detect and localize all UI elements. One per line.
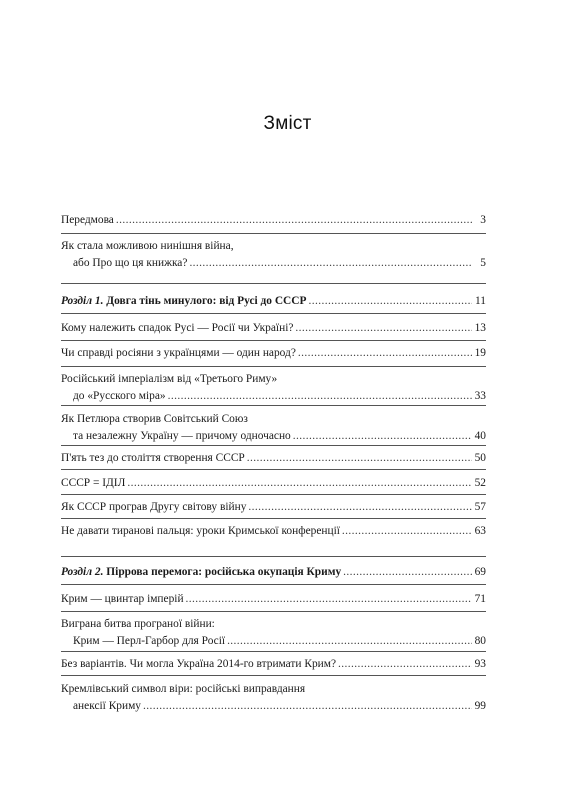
- toc-page-number: 80: [474, 635, 486, 647]
- divider: [61, 651, 486, 652]
- toc-page-number: 3: [480, 214, 486, 226]
- toc-section-entry: [61, 564, 486, 581]
- toc-page-number: 52: [474, 477, 486, 489]
- toc-entry-title: Без варіантів. Чи могла Україна 2014-го втримати Крим?: [61, 658, 337, 670]
- section-divider: [61, 556, 486, 557]
- divider: [61, 584, 486, 585]
- divider: [61, 233, 486, 234]
- toc-entry: [61, 450, 486, 467]
- leader-dots: [116, 212, 472, 229]
- divider: [61, 366, 486, 367]
- toc-entry-title: Як СССР програв Другу світову війну: [61, 501, 247, 513]
- toc-entry-title: Крим — цвинтар імперій: [61, 593, 184, 605]
- toc-entry-title-continued: Крим — Перл-Гарбор для Росії: [73, 635, 226, 647]
- toc-entry-title: Чи справді росіяни з українцями — один народ?: [61, 347, 296, 359]
- toc-page-number: 93: [474, 658, 486, 670]
- toc-entry: [61, 371, 486, 405]
- divider: [61, 405, 486, 406]
- toc-page-number: 69: [474, 566, 486, 578]
- toc-entry-title: Як стала можливою нинішня війна,: [61, 240, 234, 252]
- toc-entry: [61, 523, 486, 540]
- toc-entry-title: Як Петлюра створив Совітський Союз: [61, 413, 248, 425]
- leader-dots: [247, 450, 472, 467]
- toc-entry-title: Виграна битва програної війни:: [61, 618, 215, 630]
- section-title: Піррова перемога: російська окупація Криму: [106, 566, 342, 578]
- toc-entry-title: Не давати тиранові пальця: уроки Кримської конференції: [61, 525, 340, 537]
- toc-page-number: 57: [474, 501, 486, 513]
- leader-dots: [127, 475, 472, 492]
- toc-section-entry: [61, 293, 486, 310]
- toc-page-number: 11: [475, 295, 486, 307]
- toc-page-number: 63: [474, 525, 486, 537]
- toc-entry: [61, 656, 486, 673]
- toc-entry-title: Кому належить спадок Русі — Росії чи Україні?: [61, 322, 294, 334]
- toc-entry: [61, 681, 486, 715]
- leader-dots: [143, 698, 472, 715]
- toc-page-number: 50: [474, 452, 486, 464]
- toc-entry: [61, 212, 486, 229]
- leader-dots: [342, 523, 472, 540]
- leader-dots: [295, 320, 472, 337]
- divider: [61, 469, 486, 470]
- divider: [61, 494, 486, 495]
- leader-dots: [343, 564, 472, 581]
- section-divider: [61, 283, 486, 284]
- toc-page-number: 99: [474, 700, 486, 712]
- toc-entry: [61, 499, 486, 516]
- toc-entry: [61, 238, 486, 272]
- toc-entry: [61, 320, 486, 337]
- toc-entry-title-continued: анексії Криму: [73, 700, 141, 712]
- toc-entry: [61, 475, 486, 492]
- toc-entry-title-continued: до «Русского міра»: [73, 390, 166, 402]
- leader-dots: [248, 499, 472, 516]
- leader-dots: [168, 388, 472, 405]
- toc-entry-title: Російський імперіалізм від «Третього Риму»: [61, 373, 278, 385]
- page-title: Зміст: [263, 113, 312, 134]
- toc-entry-title: СССР = ІДІЛ: [61, 477, 126, 489]
- leader-dots: [298, 345, 472, 362]
- divider: [61, 611, 486, 612]
- toc-entry-title: Кремлівський символ віри: російські виправдання: [61, 683, 306, 695]
- toc-entry-title: П'ять тез до століття створення СССР: [61, 452, 245, 464]
- divider: [61, 445, 486, 446]
- toc-entry-title: Передмова: [61, 214, 114, 226]
- leader-dots: [308, 293, 472, 310]
- toc-entry: [61, 616, 486, 650]
- divider: [61, 313, 486, 314]
- leader-dots: [186, 591, 472, 608]
- divider: [61, 675, 486, 676]
- toc-page-number: 33: [474, 390, 486, 402]
- leader-dots: [293, 428, 472, 445]
- leader-dots: [227, 633, 472, 650]
- toc-page-number: 19: [474, 347, 486, 359]
- divider: [61, 518, 486, 519]
- toc-entry-title-continued: або Про що ця книжка?: [73, 257, 188, 269]
- toc-page-number: 13: [474, 322, 486, 334]
- leader-dots: [189, 255, 472, 272]
- toc-entry: [61, 411, 486, 445]
- toc-entry: [61, 345, 486, 362]
- toc-page-number: 40: [474, 430, 486, 442]
- leader-dots: [338, 656, 472, 673]
- divider: [61, 340, 486, 341]
- toc-entry-title-continued: та незалежну Україну — причому одночасно: [73, 430, 291, 442]
- section-title: Довга тінь минулого: від Русі до СССР: [106, 295, 307, 307]
- toc-page-number: 71: [474, 593, 486, 605]
- toc-page-number: 5: [480, 257, 486, 269]
- section-label: Розділ 2.: [61, 566, 104, 578]
- toc-entry: [61, 591, 486, 608]
- section-label: Розділ 1.: [61, 295, 104, 307]
